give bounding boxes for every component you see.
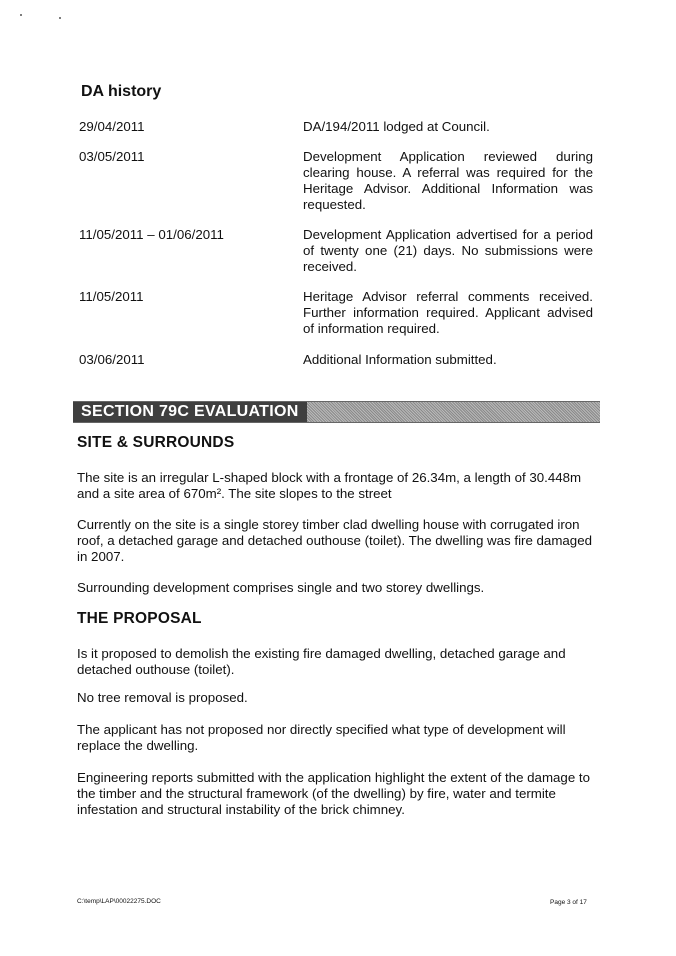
da-date: 03/06/2011 <box>79 352 145 367</box>
section-79c-banner <box>73 401 600 423</box>
site-paragraph: Surrounding development comprises single and two storey dwellings. <box>77 580 485 595</box>
section-79c-label: SECTION 79C EVALUATION <box>73 402 307 422</box>
footer-page-number: Page 3 of 17 <box>550 899 587 906</box>
proposal-paragraph: No tree removal is proposed. <box>77 690 248 705</box>
da-date: 03/05/2011 <box>79 149 145 164</box>
scan-mark <box>59 17 61 19</box>
da-description: Additional Information submitted. <box>303 352 497 367</box>
proposal-paragraph: Engineering reports submitted with the application highlight the extent of the damage to the timber and the structural framework (of the dwelling) by fire, water and termite infestation and structural instability of the brick chimney. <box>77 770 590 817</box>
footer-file-path: C:\temp\LAP\00022275.DOC <box>77 898 161 905</box>
site-surrounds-heading: SITE & SURROUNDS <box>77 434 235 451</box>
da-description: Heritage Advisor referral comments received. Further information required. Applicant advised of information required. <box>303 289 593 336</box>
da-date: 29/04/2011 <box>79 119 145 134</box>
site-paragraph: The site is an irregular L-shaped block with a frontage of 26.34m, a length of 30.448m and a site area of 670m². The site slopes to the street <box>77 470 582 501</box>
da-description: DA/194/2011 lodged at Council. <box>303 119 490 134</box>
da-history-title: DA history <box>81 83 162 100</box>
da-date: 11/05/2011 <box>79 289 144 304</box>
da-description: Development Application reviewed during clearing house. A referral was required for the Heritage Advisor. Additional Information was requested. <box>303 149 593 212</box>
da-description: Development Application advertised for a period of twenty one (21) days. No submissions were received. <box>303 227 593 274</box>
da-date: 11/05/2011 – 01/06/2011 <box>79 227 224 242</box>
site-paragraph: Currently on the site is a single storey timber clad dwelling house with corrugated iron roof, a detached garage and detached outhouse (toilet). The dwelling was fire damaged in 2007. <box>77 517 592 564</box>
proposal-paragraph: The applicant has not proposed nor directly specified what type of development will replace the dwelling. <box>77 722 566 753</box>
proposal-paragraph: Is it proposed to demolish the existing fire damaged dwelling, detached garage and detached outhouse (toilet). <box>77 646 566 677</box>
proposal-heading: THE PROPOSAL <box>77 610 202 627</box>
scan-mark <box>20 14 22 16</box>
